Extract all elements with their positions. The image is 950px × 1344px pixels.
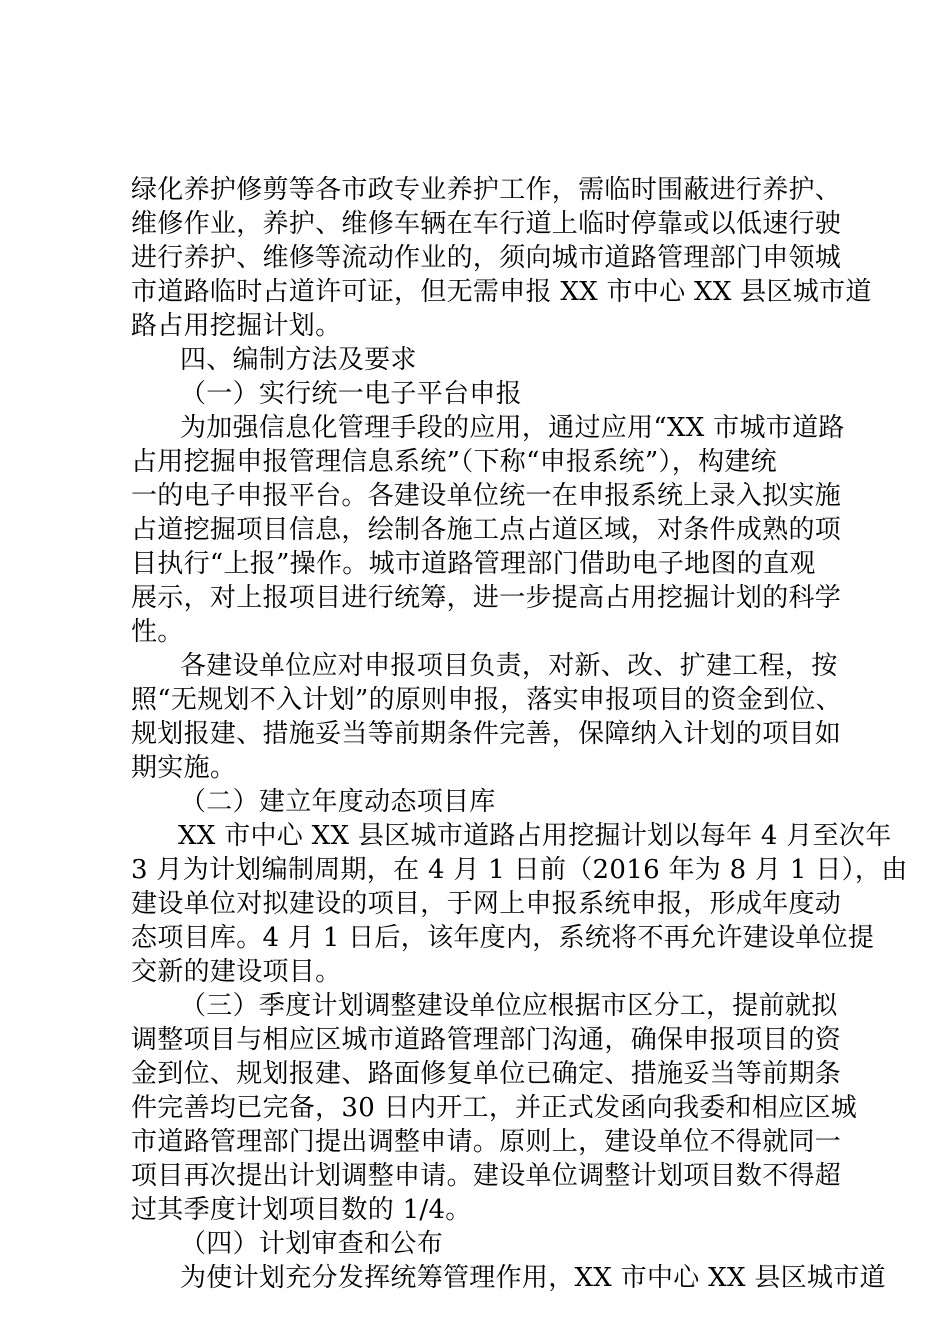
subsection-heading: （二）建立年度动态项目库 (180, 787, 496, 817)
body-text-line: 维修作业，养护、维修车辆在车行道上临时停靠或以低速行驶 (131, 209, 842, 239)
section-heading: 四、编制方法及要求 (180, 345, 417, 375)
body-text-line: 3 月为计划编制周期，在 4 月 1 日前（2016 年为 8 月 1 日），由 (131, 855, 908, 885)
body-text-line: 路占用挖掘计划。 (131, 311, 342, 341)
body-text-line: 各建设单位应对申报项目负责，对新、改、扩建工程，按 (180, 651, 838, 681)
body-text-line: 占道挖掘项目信息，绘制各施工点占道区域，对条件成熟的项 (131, 515, 842, 545)
body-text-line: 件完善均已完备，30 日内开工，并正式发函向我委和相应区城 (131, 1093, 858, 1123)
body-text-line: 进行养护、维修等流动作业的，须向城市道路管理部门申领城 (131, 243, 842, 273)
body-text-line: 市道路管理部门提出调整申请。原则上，建设单位不得就同一 (131, 1127, 842, 1157)
subsection-heading: （四）计划审查和公布 (180, 1229, 444, 1259)
body-text-line: XX 市中心 XX 县区城市道路占用挖掘计划以每年 4 月至次年 (178, 821, 892, 851)
body-text-line: 建设单位对拟建设的项目，于网上申报系统申报，形成年度动 (131, 889, 842, 919)
body-text-line: 过其季度计划项目数的 1/4。 (131, 1195, 472, 1225)
body-text-line: 期实施。 (131, 753, 237, 783)
body-text-line: 占用挖掘申报管理信息系统”（下称“申报系统”），构建统 (131, 447, 777, 477)
body-text-line: 交新的建设项目。 (131, 957, 342, 987)
body-text-line: （三）季度计划调整建设单位应根据市区分工，提前就拟 (180, 991, 838, 1021)
body-text-line: 目执行“上报”操作。城市道路管理部门借助电子地图的直观 (131, 549, 816, 579)
body-text-line: 规划报建、措施妥当等前期条件完善，保障纳入计划的项目如 (131, 719, 842, 749)
body-text-line: 展示，对上报项目进行统筹，进一步提高占用挖掘计划的科学 (131, 583, 842, 613)
body-text-line: 为加强信息化管理手段的应用，通过应用“XX 市城市道路 (180, 413, 845, 443)
subsection-heading: （一）实行统一电子平台申报 (180, 379, 522, 409)
body-text-line: 照“无规划不入计划”的原则申报，落实申报项目的资金到位、 (131, 685, 842, 715)
body-text-line: 金到位、规划报建、路面修复单位已确定、措施妥当等前期条 (131, 1059, 842, 1089)
body-text-line: 为使计划充分发挥统筹管理作用，XX 市中心 XX 县区城市道 (180, 1263, 886, 1293)
body-text-line: 性。 (131, 617, 184, 647)
body-text-line: 市道路临时占道许可证，但无需申报 XX 市中心 XX 县区城市道 (131, 277, 872, 307)
body-text-line: 调整项目与相应区城市道路管理部门沟通，确保申报项目的资 (131, 1025, 842, 1055)
body-text-line: 一的电子申报平台。各建设单位统一在申报系统上录入拟实施 (131, 481, 842, 511)
body-text-line: 态项目库。4 月 1 日后，该年度内，系统将不再允许建设单位提 (131, 923, 875, 953)
body-text-line: 绿化养护修剪等各市政专业养护工作，需临时围蔽进行养护、 (131, 175, 842, 205)
body-text-line: 项目再次提出计划调整申请。建设单位调整计划项目数不得超 (131, 1161, 842, 1191)
